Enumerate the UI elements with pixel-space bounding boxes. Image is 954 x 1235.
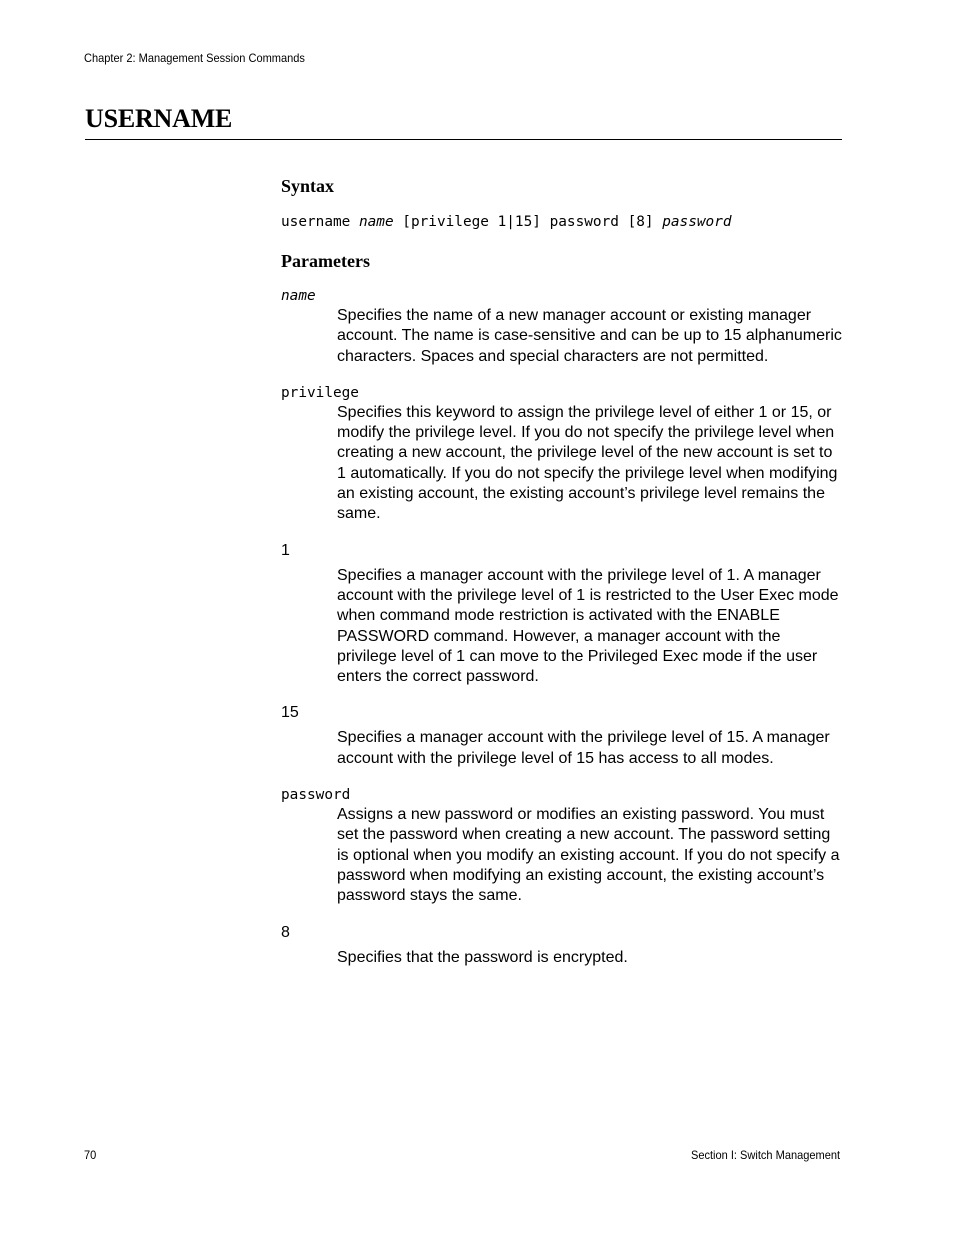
- parameter-term: privilege: [281, 384, 359, 401]
- parameter-name: [281, 286, 842, 367]
- page-title: USERNAME: [85, 104, 233, 133]
- parameter-description: Specifies a manager account with the privilege level of 1. A manager account with the privilege level of 1 is restricted to the User Exec mode when command mode restriction is activated with the ENABLE PASSWORD command. However, a manager account with the privilege level of 1 can move to the Privileged Exec mode if the user enters the correct password.: [337, 566, 839, 686]
- syntax-password-arg: password: [662, 214, 732, 230]
- parameter-level-15: [281, 703, 842, 769]
- syntax-heading: Syntax: [281, 176, 335, 196]
- main-content: [281, 174, 842, 984]
- parameter-description: Specifies a manager account with the privilege level of 15. A manager account with the privilege level of 15 has access to all modes.: [337, 729, 830, 767]
- parameter-description: Specifies the name of a new manager account or existing manager account. The name is case-sensitive and can be up to 15 alphanumeric characters. Spaces and special characters are not permitted.: [337, 307, 842, 365]
- title-divider: [85, 139, 842, 140]
- parameter-description: Specifies that the password is encrypted.: [337, 948, 628, 966]
- parameter-encrypted-8: [281, 923, 842, 968]
- syntax-name-arg: name: [358, 214, 394, 230]
- section-footer: Section I: Switch Management: [690, 1148, 840, 1162]
- parameters-heading: Parameters: [281, 251, 370, 271]
- syntax-options: [privilege 1|15] password [8]: [393, 214, 663, 230]
- syntax-line: [281, 211, 842, 233]
- page-number: 70: [84, 1148, 97, 1162]
- syntax-command: username: [281, 214, 359, 230]
- parameter-description: Assigns a new password or modifies an existing password. You must set the password when creating a new account. The password setting is optional when you modify an existing account. If you do not specify a password when modifying an existing account, the existing account’s password stays the same.: [337, 806, 840, 905]
- parameter-term: 1: [281, 541, 290, 559]
- parameter-term: 15: [281, 704, 299, 722]
- parameter-term: 8: [281, 923, 290, 941]
- parameter-term: name: [281, 288, 316, 304]
- parameter-password: [281, 785, 842, 906]
- parameter-level-1: [281, 541, 842, 688]
- parameter-privilege: [281, 383, 842, 525]
- parameter-description: Specifies this keyword to assign the privilege level of either 1 or 15, or modify the privilege level. If you do not specify the privilege level when creating a new account, the privilege level of the new account is set to 1 automatically. If you do not specify the privilege level when modifying an existing account, the existing account’s privilege level remains the same.: [337, 403, 838, 523]
- running-header: Chapter 2: Management Session Commands: [84, 51, 305, 65]
- parameter-term: password: [281, 787, 351, 804]
